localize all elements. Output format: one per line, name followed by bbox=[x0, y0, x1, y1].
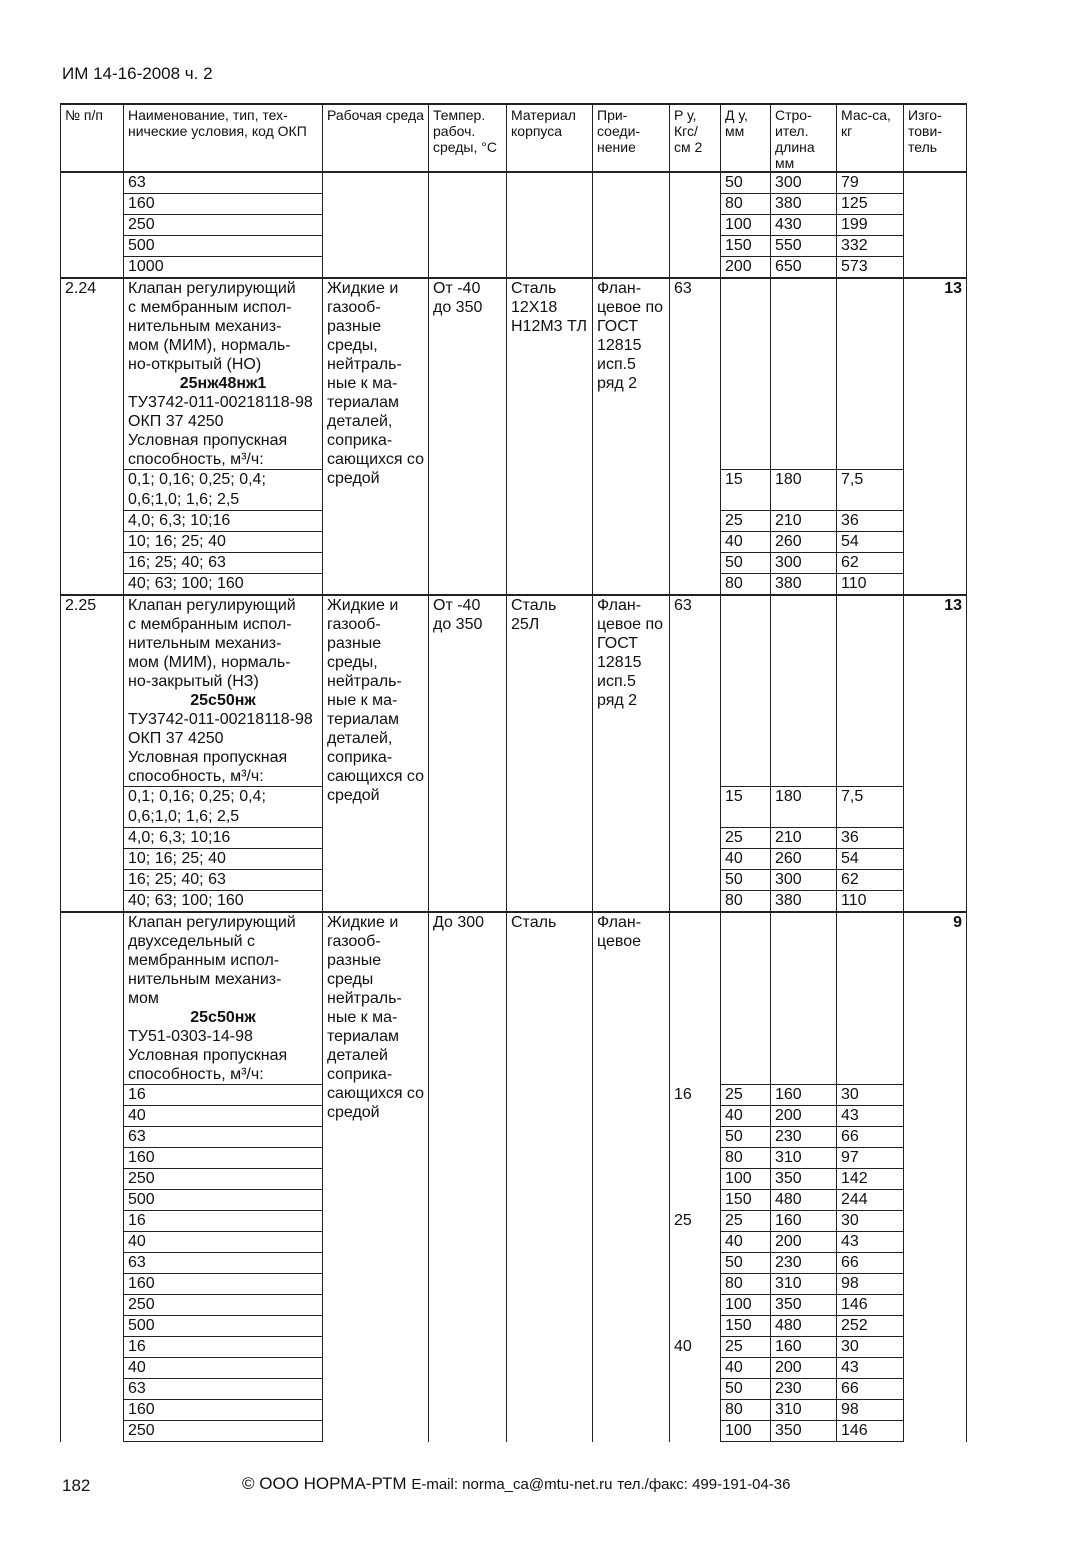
length-cell: 550 bbox=[771, 236, 837, 257]
mass-cell: 332 bbox=[837, 236, 904, 257]
item-header-row bbox=[61, 912, 967, 1085]
description-line: мом (МИМ), нормаль- bbox=[128, 337, 291, 354]
mass-cell: 146 bbox=[837, 1295, 904, 1316]
okp-code: ОКП 37 4250 bbox=[128, 730, 224, 747]
media-cell: Жидкие и газооб-разные среды, нейтраль-ные к ма-териалам деталей, соприка-сающихся со средой bbox=[323, 595, 429, 912]
diameter-cell: 100 bbox=[721, 1169, 771, 1190]
description-line: Клапан регулирующий bbox=[128, 914, 296, 931]
page-number: 182 bbox=[62, 1476, 91, 1495]
flow-capacity-cell: 40 bbox=[124, 1106, 323, 1127]
footer-email: E-mail: norma_ca@mtu-net.ru bbox=[411, 1476, 613, 1493]
capacity-caption: Условная пропускная способность, м³/ч: bbox=[128, 749, 288, 785]
mass-cell: 36 bbox=[837, 828, 904, 849]
model-code: 25с50нж bbox=[190, 692, 256, 709]
length-cell: 230 bbox=[771, 1379, 837, 1400]
diameter-cell: 25 bbox=[721, 1337, 771, 1358]
length-cell: 200 bbox=[771, 1232, 837, 1253]
capacity-caption: Условная пропускная способность, м³/ч: bbox=[128, 1047, 288, 1083]
media-cell bbox=[323, 172, 429, 278]
length-cell: 300 bbox=[771, 553, 837, 574]
diameter-cell: 40 bbox=[721, 1232, 771, 1253]
col-header-pressure: P у, Кгс/ см 2 bbox=[670, 104, 721, 172]
diameter-cell: 25 bbox=[721, 511, 771, 532]
mass-cell: 36 bbox=[837, 511, 904, 532]
flow-capacity-cell: 40 bbox=[124, 1358, 323, 1379]
pressure-cell: 16 bbox=[670, 1085, 721, 1211]
mass-cell: 43 bbox=[837, 1232, 904, 1253]
connection-cell: Флан-цевое по ГОСТ 12815 исп.5 ряд 2 bbox=[593, 278, 670, 595]
col-header-diameter: Д у, мм bbox=[721, 104, 771, 172]
flow-capacity-cell: 500 bbox=[124, 1190, 323, 1211]
length-cell: 430 bbox=[771, 215, 837, 236]
diameter-cell: 40 bbox=[721, 849, 771, 870]
mass-cell: 54 bbox=[837, 532, 904, 553]
diameter-cell: 40 bbox=[721, 1358, 771, 1379]
okp-code: ОКП 37 4250 bbox=[128, 413, 224, 430]
diameter-cell bbox=[721, 278, 771, 470]
length-cell: 230 bbox=[771, 1127, 837, 1148]
tech-conditions: ТУ51-0303-14-98 bbox=[128, 1028, 253, 1045]
diameter-cell: 50 bbox=[721, 172, 771, 194]
length-cell: 650 bbox=[771, 257, 837, 279]
media-cell: Жидкие и газооб-разные среды, нейтраль-ные к ма-териалам деталей, соприка-сающихся со средой bbox=[323, 278, 429, 595]
number-cell bbox=[61, 172, 124, 278]
flow-capacity-cell: 63 bbox=[124, 1127, 323, 1148]
flow-capacity-cell: 4,0; 6,3; 10;16 bbox=[124, 828, 323, 849]
description-line: мом (МИМ), нормаль- bbox=[128, 654, 291, 671]
mass-cell: 30 bbox=[837, 1211, 904, 1232]
diameter-cell: 50 bbox=[721, 1379, 771, 1400]
length-cell: 480 bbox=[771, 1190, 837, 1211]
col-header-number: № п/п bbox=[61, 104, 124, 172]
mass-cell: 43 bbox=[837, 1106, 904, 1127]
temperature-cell: До 300 bbox=[429, 912, 507, 1442]
length-cell: 180 bbox=[771, 470, 837, 511]
tech-conditions: ТУ3742-011-00218118-98 bbox=[128, 394, 313, 411]
diameter-cell: 80 bbox=[721, 574, 771, 596]
flow-capacity-cell: 16 bbox=[124, 1337, 323, 1358]
description-line: с мембранным испол- bbox=[128, 299, 292, 316]
length-cell: 200 bbox=[771, 1106, 837, 1127]
temperature-cell: От -40 до 350 bbox=[429, 278, 507, 595]
mass-cell bbox=[837, 595, 904, 787]
item-header-row bbox=[61, 278, 967, 470]
item-description bbox=[124, 595, 323, 787]
mass-cell: 43 bbox=[837, 1358, 904, 1379]
length-cell: 160 bbox=[771, 1337, 837, 1358]
mass-cell: 98 bbox=[837, 1400, 904, 1421]
mass-cell: 79 bbox=[837, 172, 904, 194]
mass-cell: 573 bbox=[837, 257, 904, 279]
description-line: нительным механиз- bbox=[128, 635, 282, 652]
mass-cell: 7,5 bbox=[837, 470, 904, 511]
mass-cell bbox=[837, 278, 904, 470]
diameter-cell: 40 bbox=[721, 532, 771, 553]
pressure-cell bbox=[670, 912, 721, 1085]
diameter-cell: 25 bbox=[721, 1211, 771, 1232]
col-header-material: Материал корпуса bbox=[507, 104, 593, 172]
col-header-length: Стро-ител. длина мм bbox=[771, 104, 837, 172]
temperature-cell bbox=[429, 172, 507, 278]
pressure-cell bbox=[670, 172, 721, 278]
pressure-cell: 63 bbox=[670, 278, 721, 595]
length-cell: 380 bbox=[771, 194, 837, 215]
maker-cell: 9 bbox=[904, 912, 967, 1442]
diameter-cell: 50 bbox=[721, 1253, 771, 1274]
maker-cell: 13 bbox=[904, 595, 967, 912]
connection-cell bbox=[593, 172, 670, 278]
material-cell: Сталь bbox=[507, 912, 593, 1442]
flow-capacity-cell: 160 bbox=[124, 194, 323, 215]
diameter-cell: 100 bbox=[721, 1421, 771, 1442]
flow-capacity-cell: 250 bbox=[124, 215, 323, 236]
length-cell: 310 bbox=[771, 1274, 837, 1295]
length-cell: 210 bbox=[771, 828, 837, 849]
maker-cell bbox=[904, 172, 967, 278]
diameter-cell: 50 bbox=[721, 1127, 771, 1148]
item-header-row bbox=[61, 595, 967, 787]
length-cell: 380 bbox=[771, 574, 837, 596]
mass-cell: 7,5 bbox=[837, 787, 904, 828]
capacity-caption: Условная пропускная способность, м³/ч: bbox=[128, 432, 288, 468]
diameter-cell: 80 bbox=[721, 194, 771, 215]
flow-capacity-cell: 0,1; 0,16; 0,25; 0,4; 0,6;1,0; 1,6; 2,5 bbox=[124, 787, 323, 828]
model-code: 25с50нж bbox=[190, 1009, 256, 1026]
length-cell: 480 bbox=[771, 1316, 837, 1337]
length-cell: 350 bbox=[771, 1295, 837, 1316]
mass-cell: 98 bbox=[837, 1274, 904, 1295]
col-header-name: Наименование, тип, тех-нические условия, код ОКП bbox=[124, 104, 323, 172]
mass-cell: 30 bbox=[837, 1337, 904, 1358]
mass-cell: 125 bbox=[837, 194, 904, 215]
flow-capacity-cell: 10; 16; 25; 40 bbox=[124, 532, 323, 553]
length-cell: 350 bbox=[771, 1169, 837, 1190]
mass-cell: 66 bbox=[837, 1127, 904, 1148]
diameter-cell: 150 bbox=[721, 236, 771, 257]
material-cell bbox=[507, 172, 593, 278]
mass-cell bbox=[837, 912, 904, 1085]
flow-capacity-cell: 250 bbox=[124, 1421, 323, 1442]
item-description bbox=[124, 912, 323, 1085]
item-description bbox=[124, 278, 323, 470]
flow-capacity-cell: 16; 25; 40; 63 bbox=[124, 870, 323, 891]
mass-cell: 252 bbox=[837, 1316, 904, 1337]
length-cell: 160 bbox=[771, 1085, 837, 1106]
col-header-temperature: Темпер. рабоч. среды, °С bbox=[429, 104, 507, 172]
diameter-cell: 100 bbox=[721, 215, 771, 236]
length-cell: 180 bbox=[771, 787, 837, 828]
mass-cell: 146 bbox=[837, 1421, 904, 1442]
length-cell: 210 bbox=[771, 511, 837, 532]
length-cell: 260 bbox=[771, 849, 837, 870]
item-number: 2.25 bbox=[61, 595, 124, 912]
material-cell: Сталь 12Х18 Н12М3 ТЛ bbox=[507, 278, 593, 595]
mass-cell: 66 bbox=[837, 1253, 904, 1274]
flow-capacity-cell: 40; 63; 100; 160 bbox=[124, 891, 323, 913]
mass-cell: 110 bbox=[837, 574, 904, 596]
diameter-cell: 50 bbox=[721, 553, 771, 574]
flow-capacity-cell: 10; 16; 25; 40 bbox=[124, 849, 323, 870]
description-line: Клапан регулирующий bbox=[128, 280, 296, 297]
flow-capacity-cell: 40; 63; 100; 160 bbox=[124, 574, 323, 596]
diameter-cell: 200 bbox=[721, 257, 771, 279]
mass-cell: 54 bbox=[837, 849, 904, 870]
length-cell: 300 bbox=[771, 172, 837, 194]
description-line: нительным механиз- bbox=[128, 971, 282, 988]
flow-capacity-cell: 0,1; 0,16; 0,25; 0,4; 0,6;1,0; 1,6; 2,5 bbox=[124, 470, 323, 511]
diameter-cell: 80 bbox=[721, 1148, 771, 1169]
flow-capacity-cell: 160 bbox=[124, 1148, 323, 1169]
diameter-cell: 80 bbox=[721, 891, 771, 913]
mass-cell: 199 bbox=[837, 215, 904, 236]
length-cell: 200 bbox=[771, 1358, 837, 1379]
mass-cell: 62 bbox=[837, 553, 904, 574]
flow-capacity-cell: 4,0; 6,3; 10;16 bbox=[124, 511, 323, 532]
footer-company: ООО НОРМА-РТМ bbox=[259, 1474, 407, 1493]
diameter-cell: 50 bbox=[721, 870, 771, 891]
flow-capacity-cell: 250 bbox=[124, 1169, 323, 1190]
col-header-mass: Мас-са, кг bbox=[837, 104, 904, 172]
flow-capacity-cell: 63 bbox=[124, 1253, 323, 1274]
flow-capacity-cell: 16; 25; 40; 63 bbox=[124, 553, 323, 574]
document-code: ИМ 14-16-2008 ч. 2 bbox=[62, 64, 213, 83]
mass-cell: 142 bbox=[837, 1169, 904, 1190]
pressure-cell: 25 bbox=[670, 1211, 721, 1337]
length-cell: 260 bbox=[771, 532, 837, 553]
length-cell: 160 bbox=[771, 1211, 837, 1232]
flow-capacity-cell: 500 bbox=[124, 236, 323, 257]
diameter-cell: 80 bbox=[721, 1274, 771, 1295]
diameter-cell: 40 bbox=[721, 1106, 771, 1127]
item-number: 2.24 bbox=[61, 278, 124, 595]
diameter-cell: 15 bbox=[721, 787, 771, 828]
diameter-cell: 150 bbox=[721, 1316, 771, 1337]
flow-capacity-cell: 500 bbox=[124, 1316, 323, 1337]
connection-cell: Флан-цевое bbox=[593, 912, 670, 1442]
table-header-row bbox=[61, 104, 967, 172]
diameter-cell: 25 bbox=[721, 1085, 771, 1106]
media-cell: Жидкие и газооб-разные среды нейтраль-ные к ма-териалам деталей соприка-сающихся со средой bbox=[323, 912, 429, 1442]
model-code: 25нж48нж1 bbox=[179, 375, 267, 392]
diameter-cell bbox=[721, 595, 771, 787]
description-line: но-открытый (НО) bbox=[128, 356, 262, 373]
table-row bbox=[61, 172, 967, 194]
pressure-cell: 40 bbox=[670, 1337, 721, 1442]
pressure-cell: 63 bbox=[670, 595, 721, 912]
length-cell: 350 bbox=[771, 1421, 837, 1442]
length-cell: 230 bbox=[771, 1253, 837, 1274]
flow-capacity-cell: 160 bbox=[124, 1274, 323, 1295]
flow-capacity-cell: 160 bbox=[124, 1400, 323, 1421]
flow-capacity-cell: 40 bbox=[124, 1232, 323, 1253]
mass-cell: 30 bbox=[837, 1085, 904, 1106]
diameter-cell: 100 bbox=[721, 1295, 771, 1316]
specification-table bbox=[60, 103, 967, 1442]
mass-cell: 97 bbox=[837, 1148, 904, 1169]
temperature-cell: От -40 до 350 bbox=[429, 595, 507, 912]
footer-copyright bbox=[242, 1474, 790, 1494]
description-line: с мембранным испол- bbox=[128, 616, 292, 633]
flow-capacity-cell: 1000 bbox=[124, 257, 323, 279]
description-line: мом bbox=[128, 990, 159, 1007]
description-line: но-закрытый (НЗ) bbox=[128, 673, 259, 690]
length-cell: 310 bbox=[771, 1148, 837, 1169]
mass-cell: 244 bbox=[837, 1190, 904, 1211]
length-cell: 310 bbox=[771, 1400, 837, 1421]
copyright-icon: © bbox=[242, 1474, 255, 1493]
description-line: двухседельный с bbox=[128, 933, 255, 950]
item-number bbox=[61, 912, 124, 1442]
flow-capacity-cell: 250 bbox=[124, 1295, 323, 1316]
length-cell bbox=[771, 912, 837, 1085]
col-header-maker: Изго-тови-тель bbox=[904, 104, 967, 172]
connection-cell: Флан-цевое по ГОСТ 12815 исп.5 ряд 2 bbox=[593, 595, 670, 912]
flow-capacity-cell: 16 bbox=[124, 1211, 323, 1232]
flow-capacity-cell: 63 bbox=[124, 172, 323, 194]
flow-capacity-cell: 16 bbox=[124, 1085, 323, 1106]
description-line: Клапан регулирующий bbox=[128, 597, 296, 614]
diameter-cell: 150 bbox=[721, 1190, 771, 1211]
mass-cell: 62 bbox=[837, 870, 904, 891]
maker-cell: 13 bbox=[904, 278, 967, 595]
length-cell: 300 bbox=[771, 870, 837, 891]
footer-phone: тел./факс: 499-191-04-36 bbox=[617, 1476, 791, 1493]
col-header-connection: При-соеди-нение bbox=[593, 104, 670, 172]
diameter-cell: 80 bbox=[721, 1400, 771, 1421]
length-cell bbox=[771, 278, 837, 470]
description-line: мембранным испол- bbox=[128, 952, 280, 969]
description-line: нительным механиз- bbox=[128, 318, 282, 335]
material-cell: Сталь 25Л bbox=[507, 595, 593, 912]
tech-conditions: ТУ3742-011-00218118-98 bbox=[128, 711, 313, 728]
col-header-media: Рабочая среда bbox=[323, 104, 429, 172]
mass-cell: 66 bbox=[837, 1379, 904, 1400]
mass-cell: 110 bbox=[837, 891, 904, 913]
flow-capacity-cell: 63 bbox=[124, 1379, 323, 1400]
diameter-cell: 25 bbox=[721, 828, 771, 849]
diameter-cell: 15 bbox=[721, 470, 771, 511]
length-cell bbox=[771, 595, 837, 787]
diameter-cell bbox=[721, 912, 771, 1085]
length-cell: 380 bbox=[771, 891, 837, 913]
